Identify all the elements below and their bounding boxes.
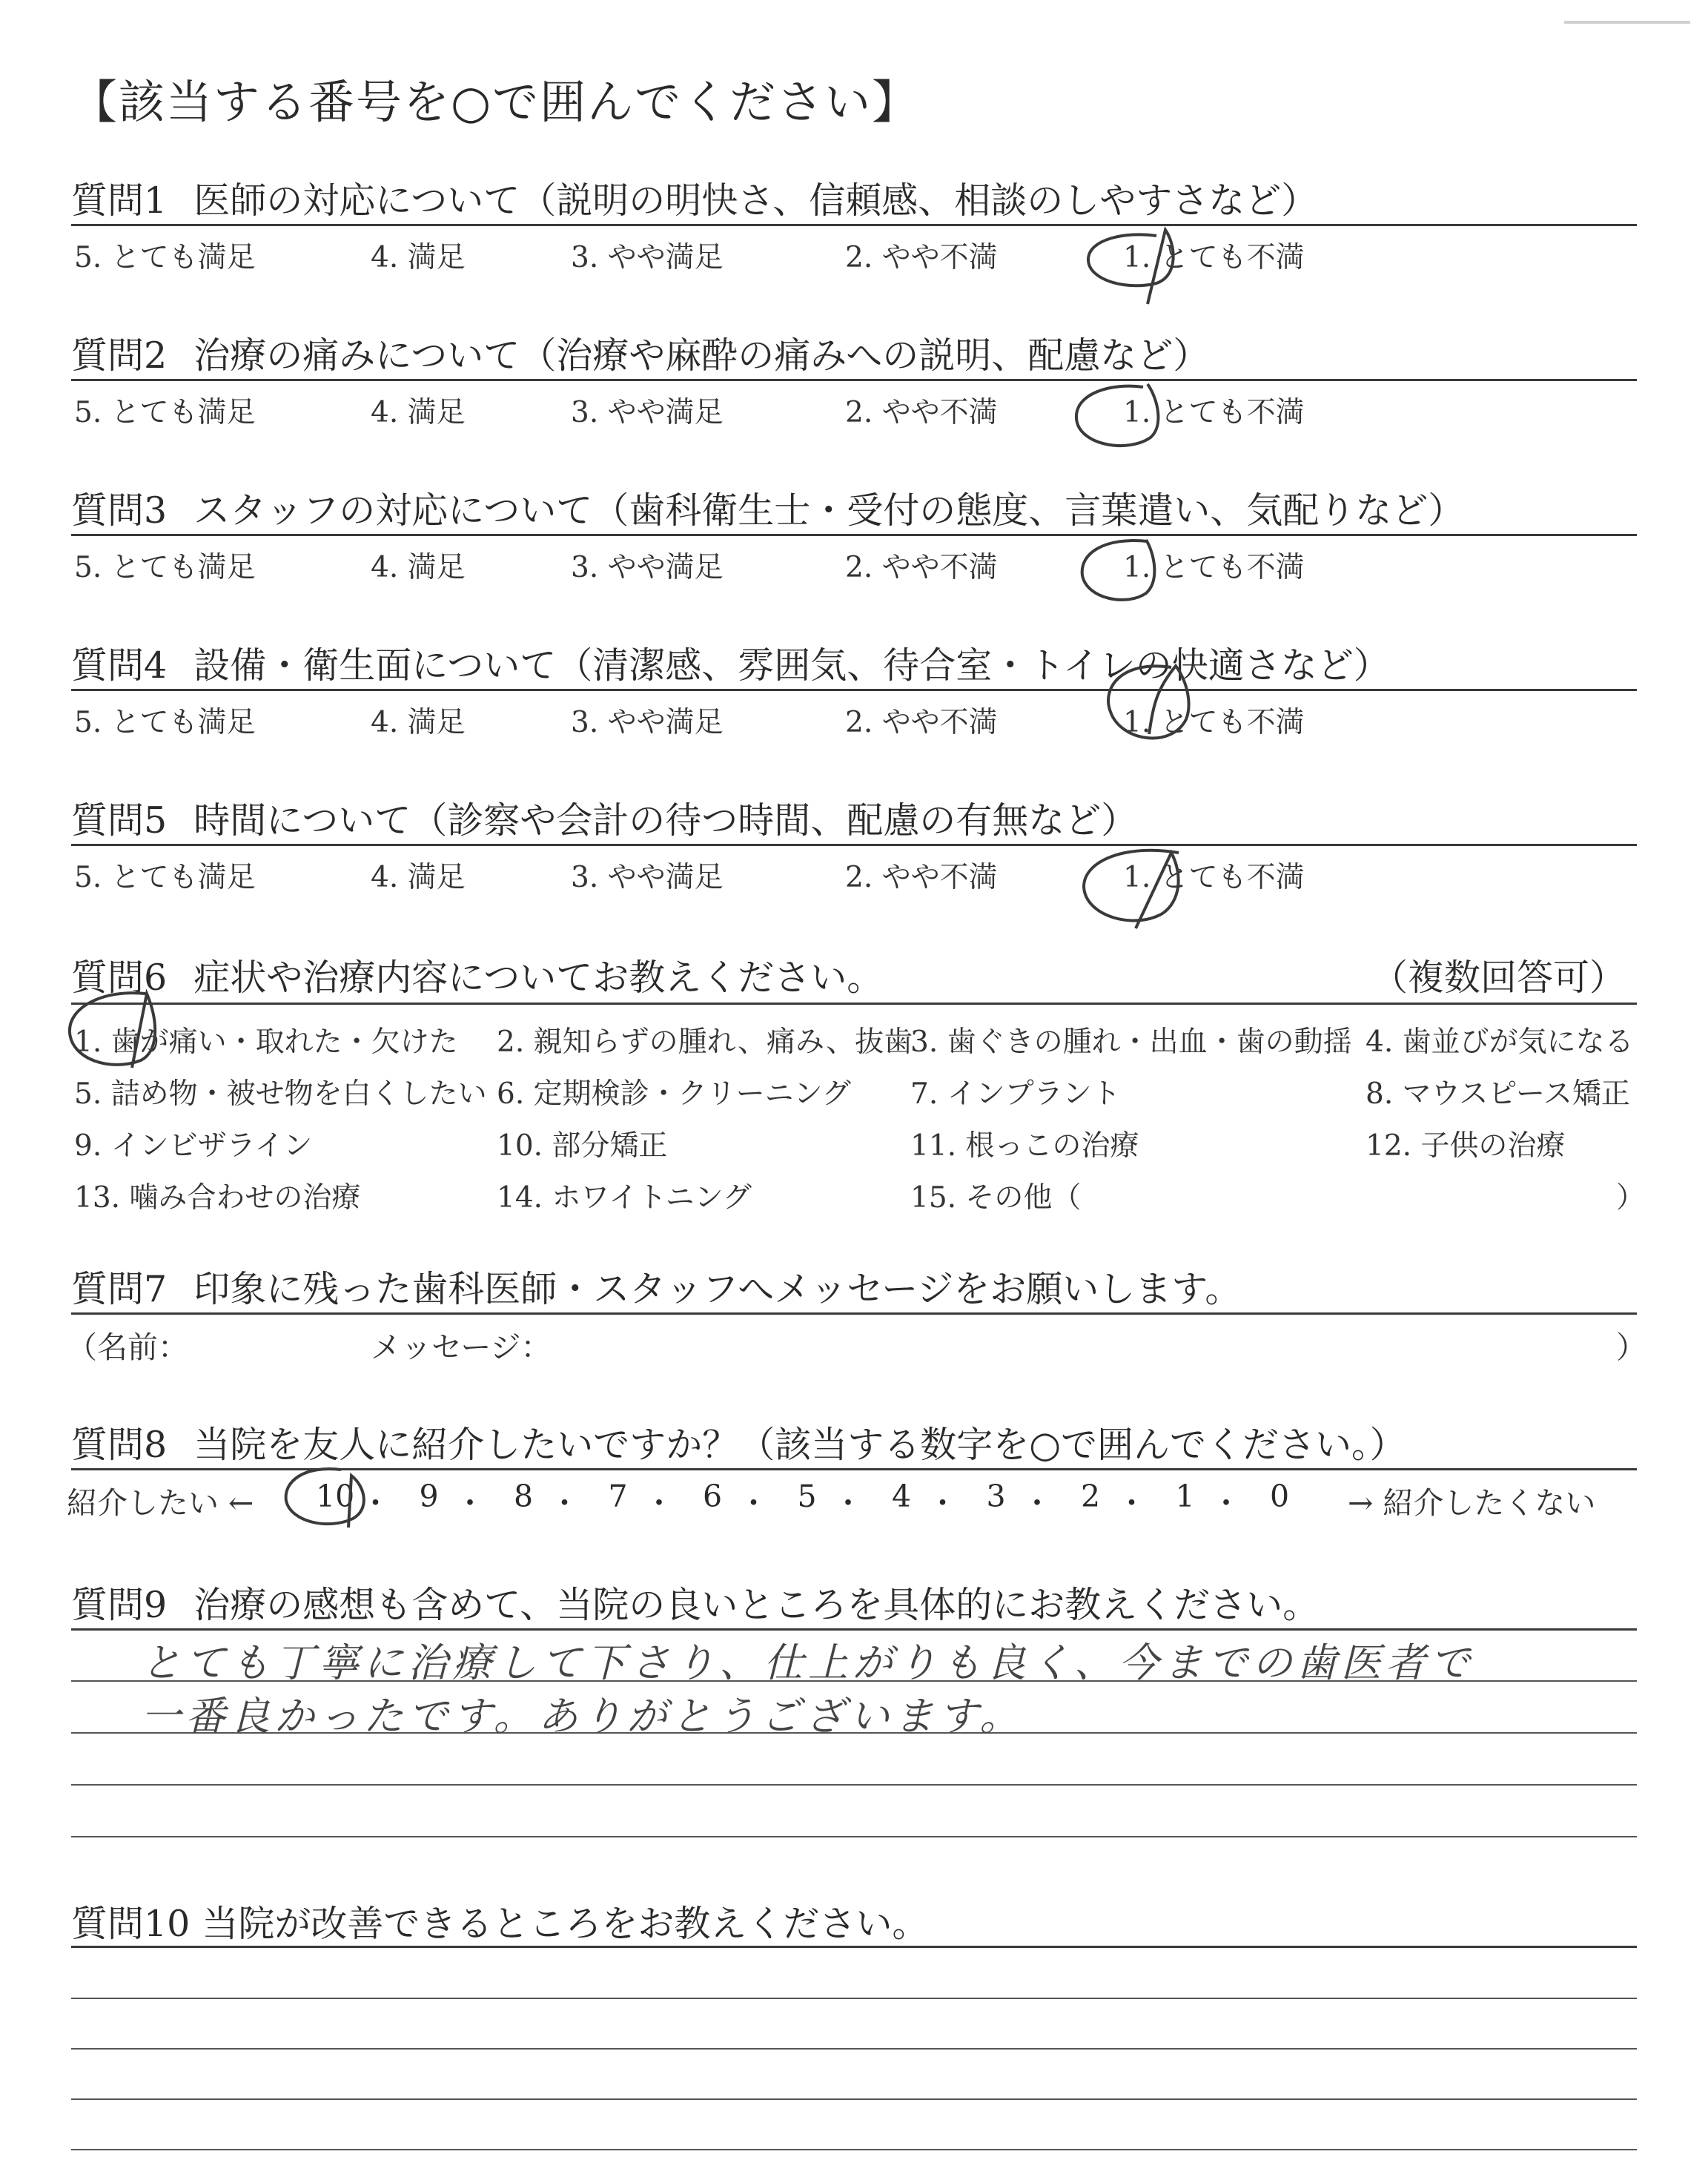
page-title: 【該当する番号を○で囲んでください】	[71, 75, 920, 129]
q2-option-2[interactable]: 2. やや不満	[845, 396, 998, 429]
q8-scale-1[interactable]: 1	[1175, 1479, 1195, 1514]
q8-scale-2[interactable]: 2	[1081, 1479, 1101, 1514]
q10-answer-line	[71, 1998, 1637, 1999]
q2-rule	[71, 379, 1637, 381]
q9-heading	[71, 1576, 1319, 1628]
q10-text: 当院が改善できるところをお教えください。	[202, 1903, 929, 1945]
q3-text: スタッフの対応について（歯科衛生士・受付の態度、言葉遣い、気配りなど）	[193, 489, 1465, 532]
q8-scale-separator: ・	[549, 1485, 580, 1521]
q10-answer-line	[71, 2098, 1637, 2100]
q4-option-3[interactable]: 3. やや満足	[571, 706, 724, 739]
q8-rule	[71, 1468, 1637, 1470]
q5-option-2[interactable]: 2. やや不満	[845, 861, 998, 894]
q8-scale-separator: ・	[454, 1485, 486, 1521]
q6-choice-12[interactable]: 12. 子供の治療	[1366, 1129, 1566, 1163]
q8-right-label: → 紹介したくない	[1348, 1485, 1596, 1521]
q8-scale-3[interactable]: 3	[986, 1479, 1006, 1514]
q7-heading	[71, 1261, 1241, 1312]
q2-option-5[interactable]: 5. とても満足	[74, 396, 256, 429]
q2-option-4[interactable]: 4. 満足	[371, 396, 466, 429]
q5-text: 時間について（診察や会計の待つ時間、配慮の有無など）	[193, 799, 1138, 842]
q4-heading	[71, 637, 1390, 689]
q5-option-4[interactable]: 4. 満足	[371, 861, 466, 894]
q8-scale-0[interactable]: 0	[1270, 1479, 1290, 1514]
q8-scale-separator: ・	[833, 1485, 864, 1521]
q1-text: 医師の対応について（説明の明快さ、信頼感、相談のしやすさなど）	[193, 179, 1318, 222]
scan-edge-mark	[1564, 21, 1690, 24]
q8-scale-separator: ・	[360, 1485, 391, 1521]
q10-rule	[71, 1946, 1637, 1948]
q6-choice-3[interactable]: 3. 歯ぐきの腫れ・出血・歯の動揺	[910, 1025, 1352, 1059]
q6-choice-1[interactable]: 1. 歯が痛い・取れた・欠けた	[74, 1025, 458, 1059]
q7-message-label: メッセージ：	[371, 1330, 552, 1365]
q5-label: 質問5	[71, 799, 168, 842]
q3-rule	[71, 534, 1637, 536]
q6-multiple-note: （複数回答可）	[1371, 957, 1626, 999]
q8-text: 当院を友人に紹介したいですか？（該当する数字を○で囲んでください。）	[193, 1424, 1406, 1466]
q8-scale-5[interactable]: 5	[797, 1479, 817, 1514]
q6-choice-6[interactable]: 6. 定期検診・クリーニング	[497, 1077, 851, 1111]
q8-scale-separator: ・	[927, 1485, 958, 1521]
q10-label: 質問10	[71, 1903, 191, 1945]
q3-option-3[interactable]: 3. やや満足	[571, 551, 724, 584]
q9-answer-line	[71, 1784, 1637, 1786]
q10-answer-line	[71, 2048, 1637, 2050]
q6-text: 症状や治療内容についてお教えください。	[193, 957, 884, 999]
q6-choice-11[interactable]: 11. 根っこの治療	[910, 1129, 1139, 1163]
q6-choice-9[interactable]: 9. インビザライン	[74, 1129, 313, 1163]
q2-text: 治療の痛みについて（治療や麻酔の痛みへの説明、配慮など）	[193, 334, 1210, 377]
q4-text: 設備・衛生面について（清潔感、雰囲気、待合室・トイレの快適さなど）	[193, 644, 1390, 687]
q6-choice-14[interactable]: 14. ホワイトニング	[497, 1181, 752, 1215]
q6-choice-4[interactable]: 4. 歯並びが気になる	[1366, 1025, 1634, 1059]
q8-scale-separator: ・	[1022, 1485, 1053, 1521]
q8-scale-4[interactable]: 4	[892, 1479, 912, 1514]
q8-left-label: 紹介したい ←	[67, 1485, 254, 1521]
q6-choice-8[interactable]: 8. マウスピース矯正	[1366, 1077, 1630, 1111]
q3-heading	[71, 482, 1464, 534]
q6-other-close-paren: ）	[1616, 1181, 1646, 1215]
q1-option-1[interactable]: 1. とても不満	[1123, 241, 1305, 274]
q1-option-2[interactable]: 2. やや不満	[845, 241, 998, 274]
q6-rule	[71, 1003, 1637, 1005]
q8-scale-separator: ・	[738, 1485, 769, 1521]
q3-label: 質問3	[71, 489, 168, 532]
q8-scale-separator: ・	[1116, 1485, 1147, 1521]
q10-heading	[71, 1895, 928, 1947]
q5-rule	[71, 844, 1637, 846]
q1-heading	[71, 172, 1317, 224]
q7-name-label: （名前：	[67, 1330, 188, 1365]
q6-choice-5[interactable]: 5. 詰め物・被せ物を白くしたい	[74, 1077, 487, 1111]
q4-rule	[71, 689, 1637, 691]
q9-text: 治療の感想も含めて、当院の良いところを具体的にお教えください。	[193, 1584, 1320, 1626]
q2-heading	[71, 327, 1209, 379]
q9-label: 質問9	[71, 1584, 168, 1626]
q2-option-1[interactable]: 1. とても不満	[1123, 396, 1305, 429]
q6-choice-15[interactable]: 15. その他（	[910, 1181, 1082, 1215]
q8-scale-7[interactable]: 7	[608, 1479, 628, 1514]
q3-option-4[interactable]: 4. 満足	[371, 551, 466, 584]
q1-rule	[71, 224, 1637, 226]
q4-option-1[interactable]: 1. とても不満	[1123, 706, 1305, 739]
q1-option-3[interactable]: 3. やや満足	[571, 241, 724, 274]
q3-option-5[interactable]: 5. とても満足	[74, 551, 256, 584]
q7-close-paren: ）	[1616, 1330, 1646, 1365]
q7-label: 質問7	[71, 1268, 168, 1310]
q6-choice-7[interactable]: 7. インプラント	[910, 1077, 1121, 1111]
q4-label: 質問4	[71, 644, 168, 687]
q1-option-4[interactable]: 4. 満足	[371, 241, 466, 274]
q5-option-5[interactable]: 5. とても満足	[74, 861, 256, 894]
q2-label: 質問2	[71, 334, 168, 377]
q8-scale-separator: ・	[643, 1485, 675, 1521]
q3-option-2[interactable]: 2. やや不満	[845, 551, 998, 584]
q6-heading	[71, 949, 883, 1001]
q8-scale-9[interactable]: 9	[419, 1479, 439, 1514]
q8-scale-separator: ・	[1211, 1485, 1242, 1521]
q8-heading	[71, 1416, 1406, 1468]
q6-label: 質問6	[71, 957, 168, 999]
q5-option-3[interactable]: 3. やや満足	[571, 861, 724, 894]
q6-choice-10[interactable]: 10. 部分矯正	[497, 1129, 668, 1163]
q6-choice-2[interactable]: 2. 親知らずの腫れ、痛み、抜歯	[497, 1025, 913, 1059]
q9-rule	[71, 1628, 1637, 1631]
q1-option-5[interactable]: 5. とても満足	[74, 241, 256, 274]
q8-scale-8[interactable]: 8	[514, 1479, 534, 1514]
q8-label: 質問8	[71, 1424, 168, 1466]
q2-option-3[interactable]: 3. やや満足	[571, 396, 724, 429]
q9-handwritten-answer-line2: 一番良かったです。ありがとうございます。	[141, 1693, 1025, 1740]
q9-answer-line	[71, 1836, 1637, 1837]
q9-handwritten-answer-line1: とても丁寧に治療して下さり、仕上がりも良く、今までの歯医者で	[141, 1639, 1474, 1686]
q6-choice-13[interactable]: 13. 噛み合わせの治療	[74, 1181, 361, 1215]
q5-option-1[interactable]: 1. とても不満	[1123, 861, 1305, 894]
q10-answer-line	[71, 2149, 1637, 2150]
q3-option-1[interactable]: 1. とても不満	[1123, 551, 1305, 584]
q8-scale-10[interactable]: 10	[316, 1479, 355, 1514]
q8-scale-6[interactable]: 6	[703, 1479, 723, 1514]
q5-heading	[71, 792, 1137, 844]
q4-option-2[interactable]: 2. やや不満	[845, 706, 998, 739]
q7-rule	[71, 1312, 1637, 1315]
q7-text: 印象に残った歯科医師・スタッフへメッセージをお願いします。	[193, 1268, 1242, 1310]
q4-option-5[interactable]: 5. とても満足	[74, 706, 256, 739]
q4-option-4[interactable]: 4. 満足	[371, 706, 466, 739]
q1-label: 質問1	[71, 179, 168, 222]
